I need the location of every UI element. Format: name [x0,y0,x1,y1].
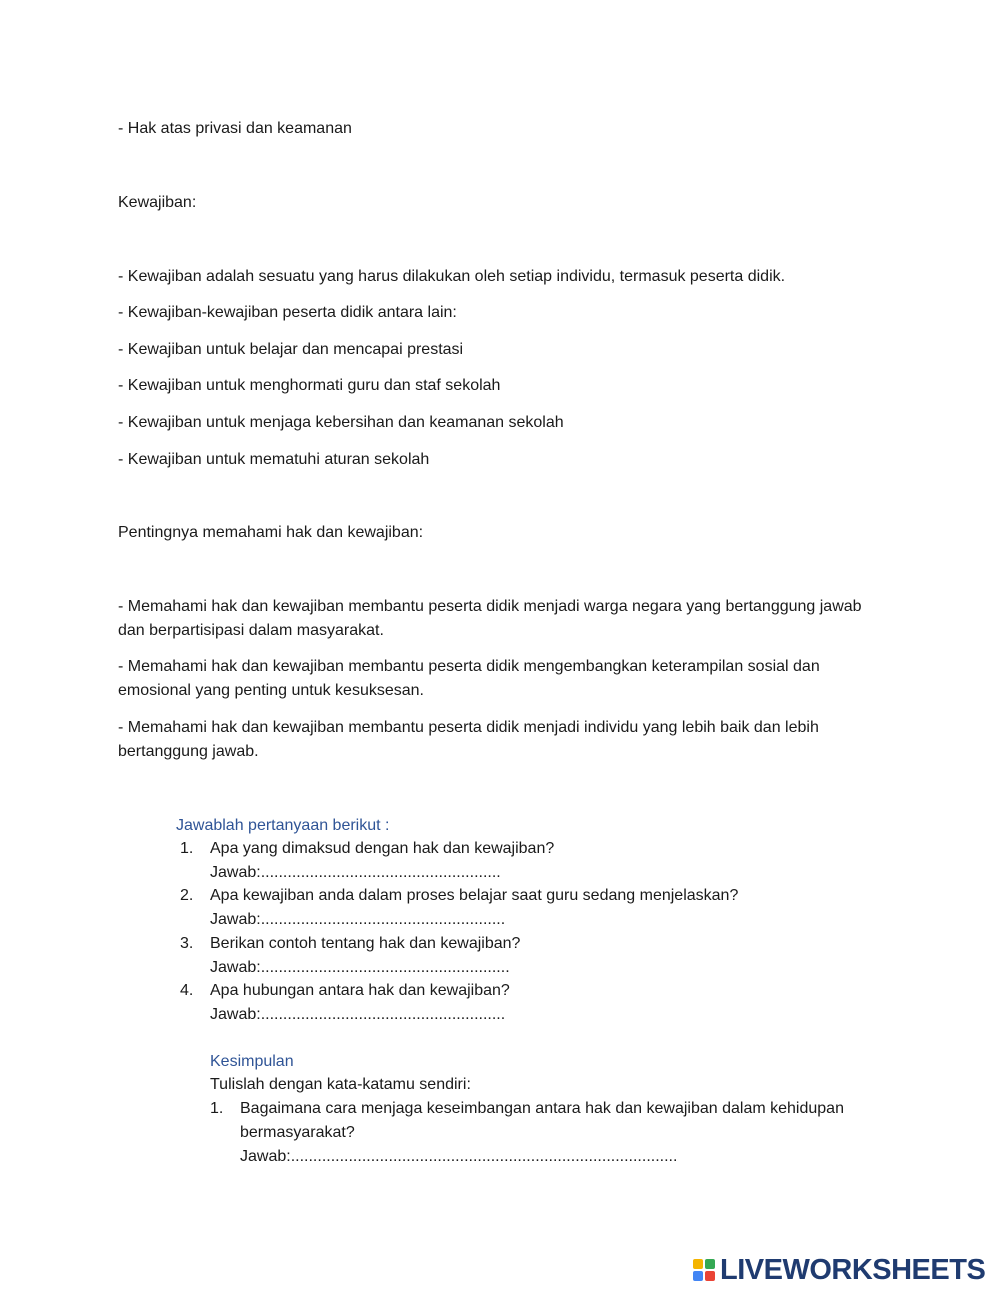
conclusion-question-number: 1. [210,1100,224,1117]
question-text: Apa yang dimaksud dengan hak dan kewajiban? [210,840,555,857]
question-number: 4. [180,982,194,999]
logo-square-i [705,1259,715,1269]
question-text: Apa hubungan antara hak dan kewajiban? [210,982,510,999]
logo-mark-icon [693,1259,715,1281]
importance-item-social: - Memahami hak dan kewajiban membantu peserta didik mengembangkan keterampilan sosial dan emosional yang penting untuk kesuksesan. [118,658,820,699]
logo-wordmark: LIVEWORKSHEETS [720,1253,986,1286]
questions-heading [176,814,836,838]
question-number: 1. [180,840,194,857]
questions-heading-colon: : [380,817,390,834]
question-text: Apa kewajiban anda dalam proses belajar saat guru sedang menjelaskan? [210,887,739,904]
obligations-intro: - Kewajiban-kewajiban peserta didik antara lain: [118,304,457,321]
right-privacy-item: - Hak atas privasi dan keamanan [118,120,352,137]
answer-blank[interactable]: Jawab:....................................................... [210,1006,506,1023]
logo-square-l [693,1259,703,1269]
obligation-item-study: - Kewajiban untuk belajar dan mencapai prestasi [118,341,464,358]
questions-heading-text: Jawablah pertanyaan berikut [176,817,381,834]
importance-heading: Pentingnya memahami hak dan kewajiban: [118,524,424,541]
answer-blank[interactable]: Jawab:....................................................... [210,911,506,928]
importance-item-citizen: - Memahami hak dan kewajiban membantu peserta didik menjadi warga negara yang bertanggung jawab dan berpartisipasi dalam masyarakat. [118,598,862,639]
importance-item-better: - Memahami hak dan kewajiban membantu peserta didik menjadi individu yang lebih baik dan lebih bertanggung jawab. [118,719,819,760]
obligations-heading: Kewajiban: [118,194,197,211]
conclusion-instruction: Tulislah dengan kata-katamu sendiri: [210,1076,471,1093]
liveworksheets-logo[interactable] [693,1255,985,1285]
conclusion-answer-blank[interactable]: Jawab:....................................................................................... [240,1148,678,1165]
obligation-item-rules: - Kewajiban untuk mematuhi aturan sekolah [118,451,430,468]
logo-square-v [693,1271,703,1281]
obligation-item-cleanliness: - Kewajiban untuk menjaga kebersihan dan keamanan sekolah [118,414,564,431]
question-number: 3. [180,935,194,952]
question-text: Berikan contoh tentang hak dan kewajiban? [210,935,521,952]
logo-square-e [705,1271,715,1281]
obligation-item-respect: - Kewajiban untuk menghormati guru dan staf sekolah [118,377,501,394]
question-number: 2. [180,887,194,904]
obligation-definition: - Kewajiban adalah sesuatu yang harus dilakukan oleh setiap individu, termasuk peserta didik. [118,268,786,285]
answer-blank[interactable]: Jawab:...................................................... [210,864,501,881]
conclusion-heading: Kesimpulan [210,1053,294,1070]
conclusion-question-text: Bagaimana cara menjaga keseimbangan antara hak dan kewajiban dalam kehidupan bermasyarakat? [240,1100,844,1141]
answer-blank[interactable]: Jawab:........................................................ [210,959,510,976]
